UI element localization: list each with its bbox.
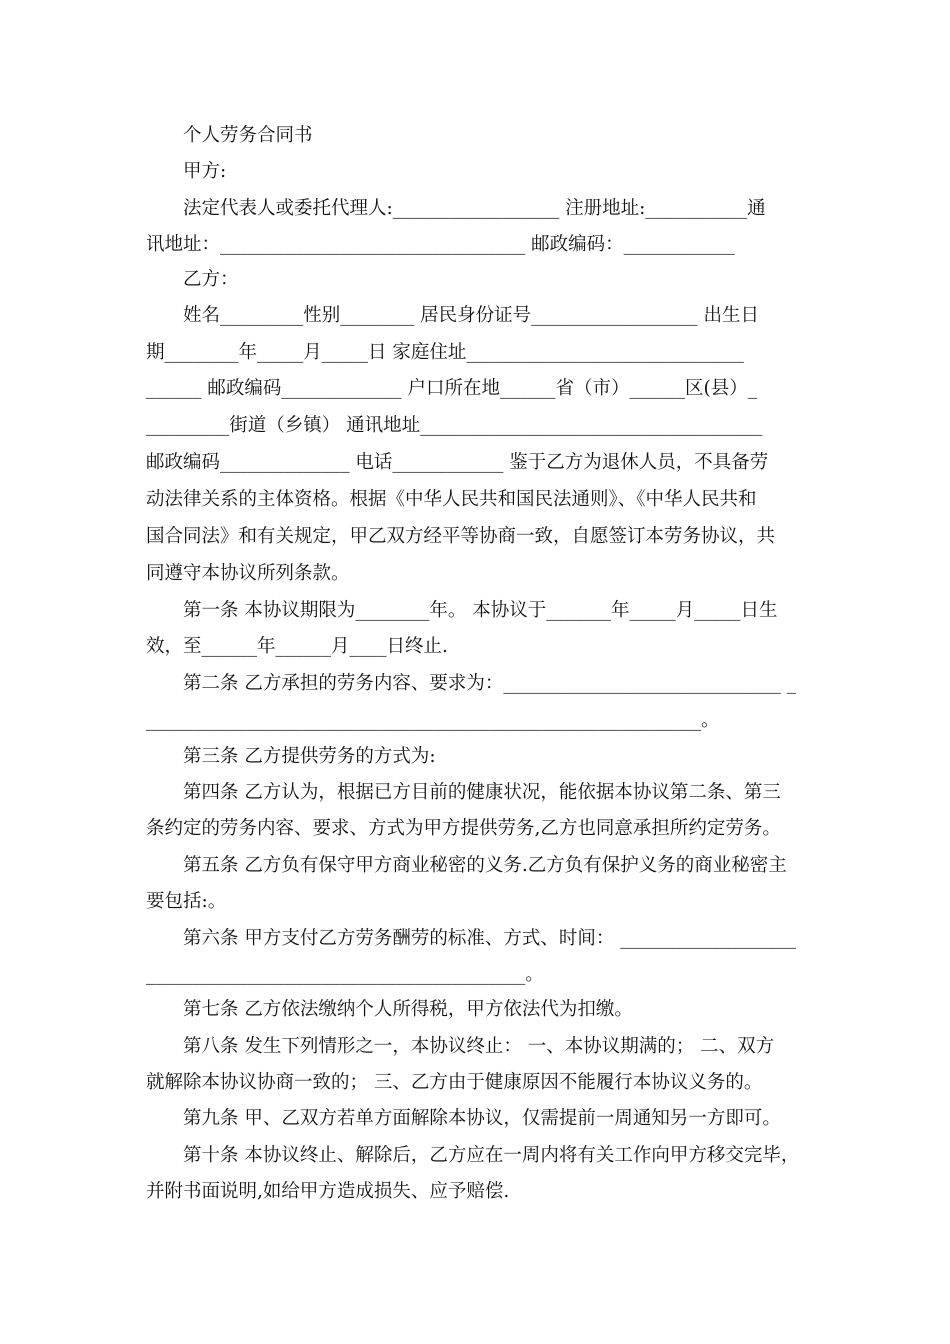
text-line: 并附书面说明,如给甲方造成损失、应予赔偿. — [146, 1181, 510, 1202]
clause-5: 第五条 乙方负有保守甲方商业秘密的义务.乙方负有保护义务的商业秘密主 — [183, 855, 787, 876]
text-line: 效，至______年______月____日终止. — [146, 636, 448, 657]
text-line: ______ 邮政编码_____________ 户口所在地______省（市）______区(县）_ — [146, 378, 757, 399]
text-line: 讯地址：_________________________________ 邮政编码：____________ — [146, 234, 735, 255]
clause-1: 第一条 本协议期限为________年。 本协议于_______年_____月_____日生 — [183, 600, 778, 621]
text-line: 同遵守本协议所列条款。 — [146, 563, 350, 584]
text-line: 动法律关系的主体资格。根据《中华人民共和国民法通则》、《中华人民共和 — [146, 489, 757, 510]
clause-9: 第九条 甲、乙双方若单方面解除本协议，仅需提前一周通知另一方即可。 — [183, 1108, 781, 1129]
clause-8: 第八条 发生下列情形之一，本协议终止： 一、本协议期满的； 二、双方 — [183, 1036, 775, 1057]
clause-2: 第二条 乙方承担的劳务内容、要求为：______________________________ _ — [183, 673, 797, 694]
text-line: 国合同法》和有关规定，甲乙双方经平等协商一致，自愿签订本劳务协议，共 — [146, 526, 776, 547]
text-line: _________________________________________。 — [146, 964, 544, 985]
party-a-heading: 甲方: — [183, 161, 227, 182]
clause-4: 第四条 乙方认为，根据已方目前的健康状况，能依据本协议第二条、第三 — [183, 782, 781, 803]
party-b-heading: 乙方： — [183, 269, 239, 290]
clause-6: 第六条 甲方支付乙方劳务酬劳的标准、方式、时间： ___________________ — [183, 928, 797, 949]
text-line: 条约定的劳务内容、要求、方式为甲方提供劳务,乙方也同意承担所约定劳务。 — [146, 818, 781, 839]
text-line: 邮政编码______________ 电话____________ 鉴于乙方为退休人员，不具备劳 — [146, 452, 769, 473]
text-line: _________街道（乡镇） 通讯地址_____________________________________ — [146, 415, 763, 436]
text-line: 姓名_________性别________ 居民身份证号__________________ 出生日 — [183, 305, 760, 326]
clause-7: 第七条 乙方依法缴纳个人所得税，甲方依法代为扣缴。 — [183, 999, 633, 1020]
text-line: 就解除本协议协商一致的； 三、乙方由于健康原因不能履行本协议义务的。 — [146, 1072, 763, 1093]
text-line: 法定代表人或委托代理人:__________________ 注册地址:___________通 — [183, 198, 766, 219]
document-title: 个人劳务合同书 — [183, 125, 313, 146]
text-line: ____________________________________________________________。 — [146, 710, 720, 731]
clause-3: 第三条 乙方提供劳务的方式为: — [183, 746, 436, 767]
text-line: 要包括:。 — [146, 891, 227, 912]
clause-10: 第十条 本协议终止、解除后，乙方应在一周内将有关工作向甲方移交完毕， — [183, 1145, 800, 1166]
text-line: 期________年_____月_____日 家庭住址______________________________ — [146, 342, 744, 363]
